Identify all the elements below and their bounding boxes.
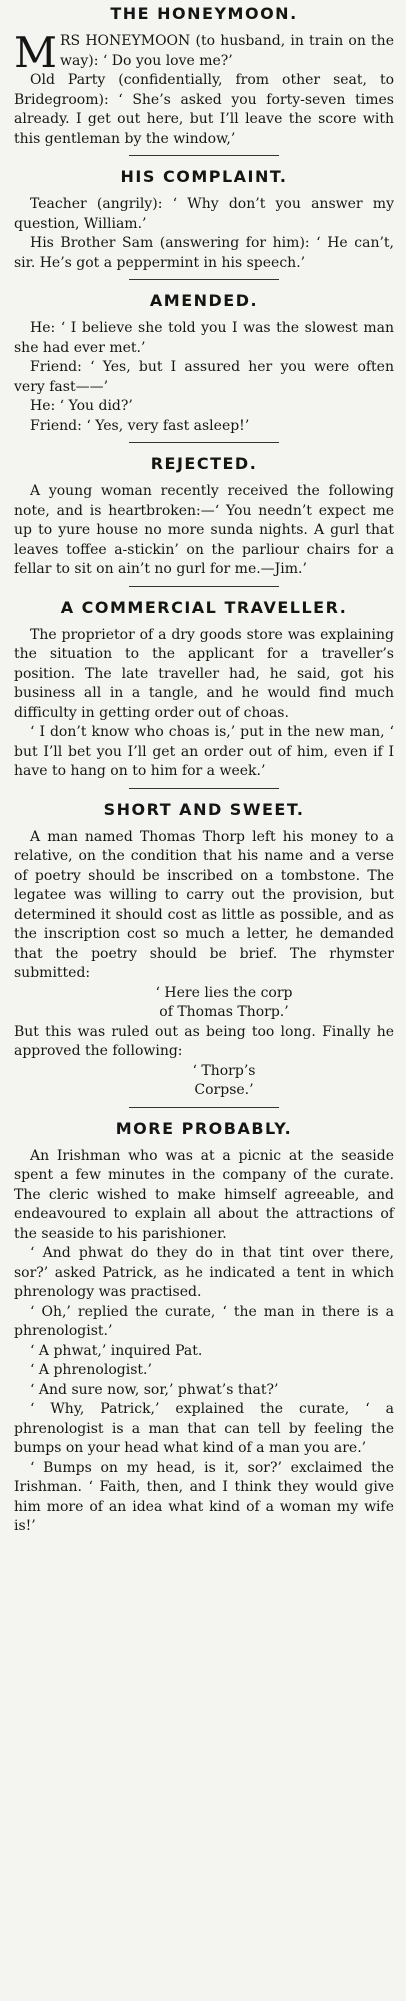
article-paragraph: An Irishman who was at a picnic at the seaside spent a few minutes in the company of the curate. The cleric wished to make himself agreeable, and endeavoured to explain all about the attractions of the seaside to his parishioner. (14, 1147, 394, 1242)
article-paragraph: ‘ Why, Patrick,’ explained the curate, ‘ a phrenologist is a man that can tell by feeling the bumps on your head what kind of a man you are.’ (14, 1401, 394, 1456)
verse-line: ‘ Here lies the corp (155, 984, 293, 1001)
article-title: HIS COMPLAINT. (120, 167, 288, 186)
section-divider (129, 155, 279, 156)
article-paragraph: ‘ Bumps on my head, is it, sor?’ exclaimed the Irishman. ‘ Faith, then, and I think they would give him more of an idea what kind of a woman my wife is!’ (14, 1459, 394, 1534)
section-divider (129, 442, 279, 443)
verse-line: ‘ Thorp’s (192, 1062, 256, 1079)
section-divider (129, 1107, 279, 1108)
article-honeymoon (14, 4, 394, 149)
verse-line: of Thomas Thorp.’ (159, 1004, 289, 1020)
section-divider (129, 279, 279, 280)
drop-cap: M (14, 28, 58, 77)
article-short-and-sweet (14, 800, 394, 1101)
article-title: AMENDED. (149, 291, 259, 310)
article-amended (14, 291, 394, 436)
article-paragraph: ‘ And phwat do they do in that tint over there, sor?’ asked Patrick, as he indicated a tent in which phrenology was practised. (14, 1245, 394, 1300)
article-paragraph: ‘ A phrenologist.’ (30, 1362, 152, 1378)
article-more-probably (14, 1119, 394, 1537)
article-paragraph: Friend: ‘ Yes, very fast asleep!’ (30, 417, 250, 434)
epitaph-verse (14, 984, 394, 1023)
article-paragraph: MRS HONEYMOON (to husband, in train on the way): ‘ Do you love me?’ (14, 28, 394, 77)
article-title: SHORT AND SWEET. (103, 799, 305, 819)
article-commercial-traveller (14, 598, 394, 782)
article-title: MORE PROBABLY. (115, 1118, 293, 1138)
article-paragraph: But this was ruled out as being too long. Finally he approved the following: (14, 1023, 394, 1059)
article-paragraph: ‘ Oh,’ replied the curate, ‘ the man in there is a phrenologist.’ (14, 1303, 394, 1339)
article-paragraph: Old Party (confidentially, from other seat, to Bridegroom): ‘ She’s asked you forty-seven times already. I get out here, but I’ll leave the score with this gentleman by the window,’ (14, 72, 394, 147)
article-paragraph: He: ‘ You did?’ (30, 398, 133, 414)
article-paragraph: ‘ And sure now, sor,’ phwat’s that?’ (30, 1381, 279, 1398)
article-paragraph: The proprietor of a dry goods store was explaining the situation to the applicant for a traveller’s position. The late traveller had, he said, got his business all in a tangle, and he would find much difficulty in getting order out of choas. (14, 626, 394, 721)
article-his-complaint (14, 167, 394, 273)
verse-line: Corpse.’ (194, 1082, 254, 1098)
article-paragraph: ‘ I don’t know who choas is,’ put in the new man, ‘ but I’ll bet you I’ll get an order out of him, even if I have to hang on to him for a week.’ (14, 724, 394, 779)
article-title: A COMMERCIAL TRAVELLER. (60, 597, 348, 617)
section-divider (129, 788, 279, 789)
article-paragraph: He: ‘ I believe she told you I was the slowest man she had ever met.’ (14, 320, 394, 356)
article-title: REJECTED. (150, 454, 258, 473)
article-paragraph: Teacher (angrily): ‘ Why don’t you answer my question, William.’ (14, 196, 394, 232)
article-title: THE HONEYMOON. (110, 4, 298, 23)
article-paragraph: A young woman recently received the following note, and is heartbroken:—‘ You needn’t expect me up to yure house no more sunda nights. A gurl that leaves toffee a-stickin’ on the parliour chairs for a fellar to sit on ain’t no gurl for me.—Jim.’ (14, 483, 394, 577)
article-paragraph: Friend: ‘ Yes, but I assured her you were often very fast——’ (14, 359, 394, 395)
article-rejected (14, 454, 394, 580)
article-paragraph: His Brother Sam (answering for him): ‘ He can’t, sir. He’s got a peppermint in his speech.’ (14, 235, 394, 271)
epitaph-verse (14, 1062, 394, 1101)
article-paragraph: A man named Thomas Thorp left his money to a relative, on the condition that his name and a verse of poetry should be inscribed on a tombstone. The legatee was willing to carry out the provision, but determined it should cost as little as possible, and as the inscription cost so much a letter, he demanded that the poetry should be brief. The rhymster submitted: (14, 828, 394, 981)
section-divider (129, 586, 279, 587)
article-paragraph: ‘ A phwat,’ inquired Pat. (30, 1342, 203, 1359)
